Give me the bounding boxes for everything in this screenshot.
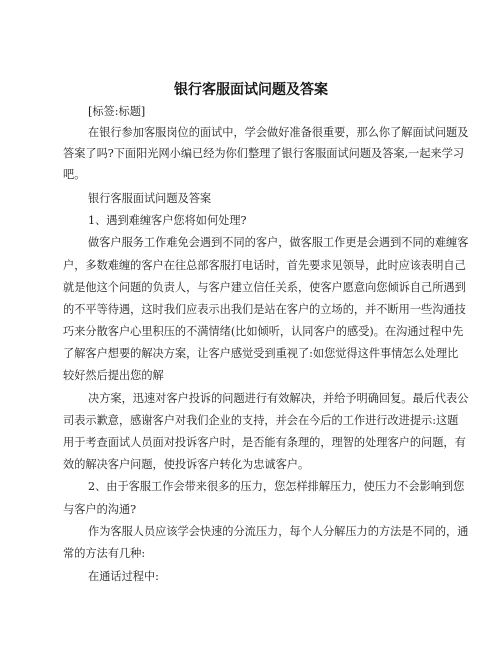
paragraph-line: 作为客服人员应该学会快速的分流压力，每个人分解压力的方法是不同的，通 <box>88 525 469 538</box>
question-heading: 与客户的沟通? <box>63 503 137 516</box>
paragraph-line: 的不平等待遇，这时我们应表示出我们是站在客户的立场的，并不断用一些沟通技 <box>63 303 466 316</box>
tag-line: [标签:标题] <box>88 105 146 118</box>
paragraph-line: 在银行参加客服岗位的面试中，学会做好准备很重要，那么你了解面试问题及 <box>88 126 469 139</box>
paragraph-line: 司表示歉意，感谢客户对我们企业的支持，并会在今后的工作进行改进提示:这题 <box>63 414 459 427</box>
paragraph-line: 较好然后提出您的解 <box>63 369 164 382</box>
paragraph-line: 常的方法有几种: <box>63 547 146 560</box>
document-title: 银行客服面试问题及答案 <box>174 82 328 98</box>
question-heading: 1、遇到难缠客户您将如何处理? <box>88 214 247 227</box>
section-heading: 银行客服面试问题及答案 <box>88 192 212 205</box>
paragraph-line: 答案了吗?下面阳光网小编已经为你们整理了银行客服面试问题及答案,一起来学习 <box>63 147 465 160</box>
question-heading: 2、由于客服工作会带来很多的压力，您怎样排解压力，使压力不会影响到您 <box>88 480 465 493</box>
paragraph-line: 在通话过程中: <box>88 570 159 583</box>
paragraph-line: 户，多数难缠的客户在往总部客服打电话时，首先要求见领导，此时应该表明自己 <box>63 259 466 272</box>
paragraph-line: 了解客户想要的解决方案，让客户感觉受到重视了:如您觉得这件事情怎么处理比 <box>63 347 459 360</box>
paragraph-line: 效的解决客户问题，使投诉客户转化为忠诚客户。 <box>63 458 310 471</box>
paragraph-line: 用于考查面试人员面对投诉客户时，是否能有条理的，理智的处理客户的问题，有 <box>63 436 466 449</box>
paragraph-line: 做客户服务工作难免会遇到不同的客户，做客服工作更是会遇到不同的难缠客 <box>88 236 469 249</box>
paragraph-line: 就是他这个问题的负责人，与客户建立信任关系，使客户愿意向您倾诉自己所遇到 <box>63 281 466 294</box>
paragraph-line: 巧来分散客户心里积压的不满情绪(比如倾听，认同客户的感受)。在沟通过程中先 <box>63 325 464 338</box>
paragraph-line: 决方案，迅速对客户投诉的问题进行有效解决，并给予明确回复。最后代表公 <box>88 392 469 405</box>
paragraph-line: 吧。 <box>63 168 86 181</box>
